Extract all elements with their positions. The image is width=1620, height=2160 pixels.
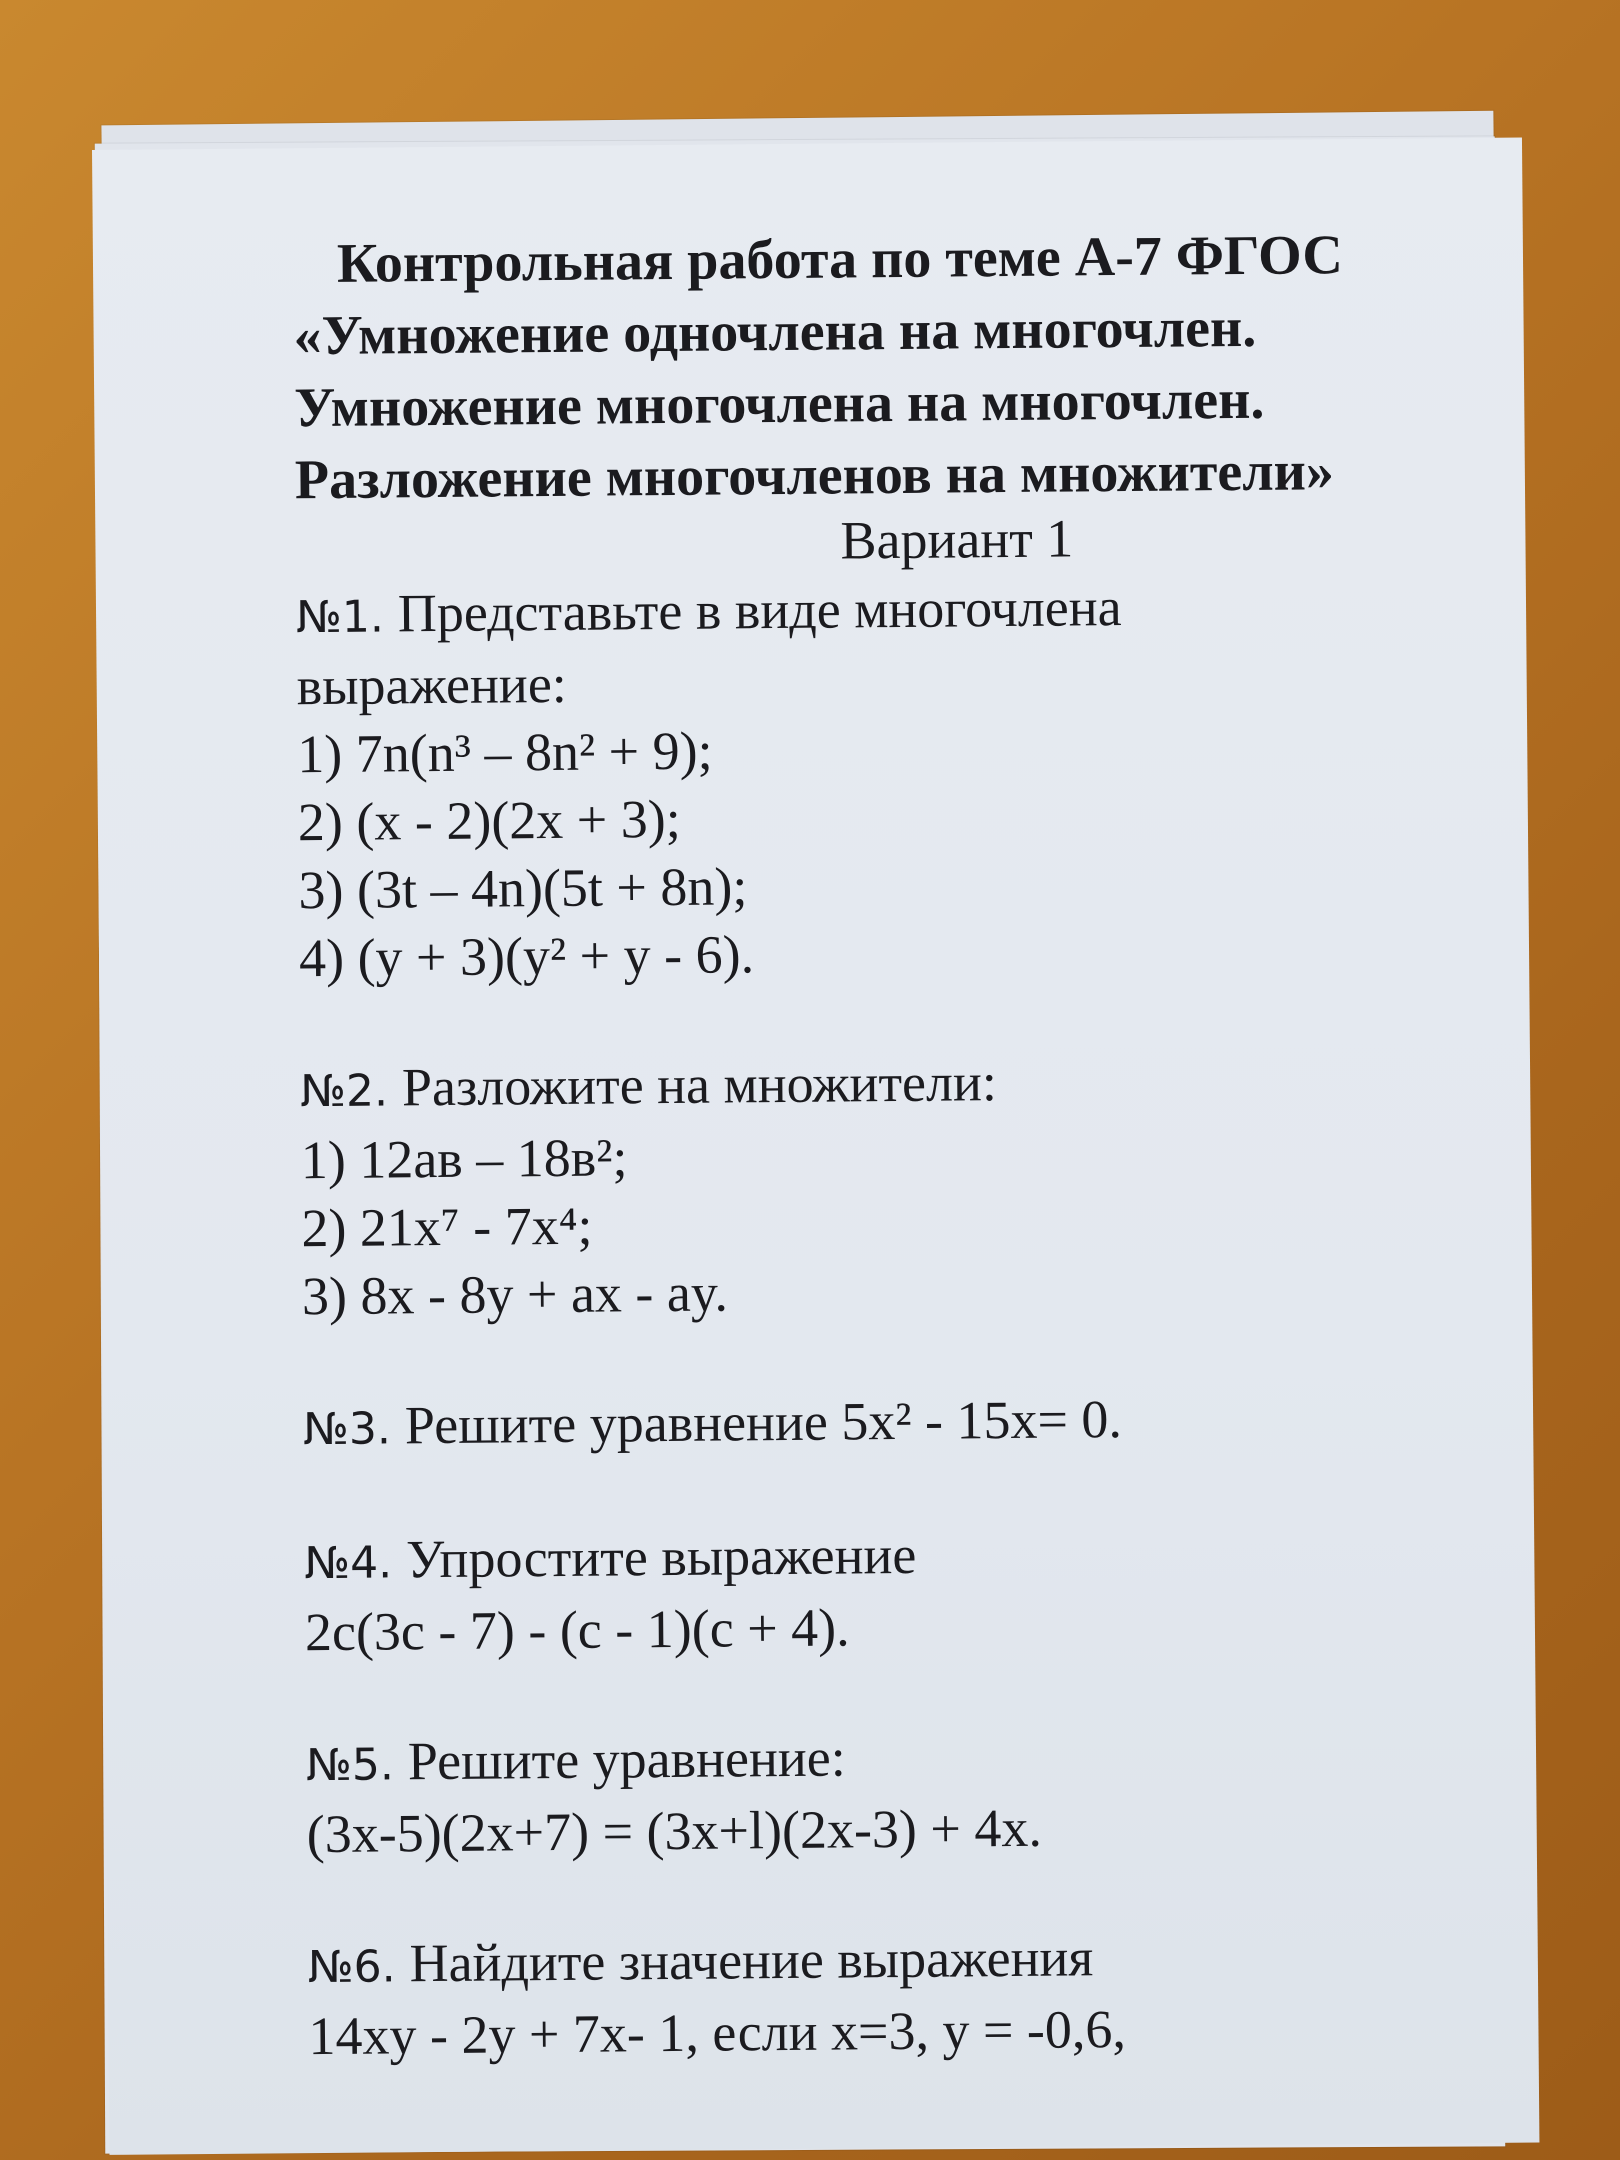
- task-4-number: №4.: [304, 1537, 407, 1590]
- task-4-expression: 2c(3c - 7) - (c - 1)(c + 4).: [304, 1597, 850, 1663]
- title-line-3: Умножение многочлена на многочлен.: [293, 368, 1265, 440]
- task-4: [304, 1516, 1505, 1666]
- task-4-heading: [304, 1516, 1505, 1598]
- task-1-item-1: 1) 7n(n³ – 8n² + 9);: [297, 720, 713, 785]
- task-2-number: №2.: [300, 1065, 403, 1118]
- task-3: [303, 1382, 1504, 1464]
- task-5: [306, 1718, 1507, 1868]
- task-1-text-cont: выражение:: [296, 653, 568, 717]
- task-1-item-3: 3) (3t – 4n)(5t + 8n);: [298, 856, 748, 921]
- task-2-heading: [300, 1044, 1501, 1126]
- sheet-content: [293, 218, 1509, 2070]
- title-line-2: «Умножение одночлена на многочлен.: [293, 296, 1257, 368]
- title-line-1: Контрольная работа по теме А-7 ФГОС: [336, 224, 1344, 295]
- task-4-text: Упростите выражение: [405, 1524, 917, 1590]
- task-1-item-4: 4) (y + 3)(y² + y - 6).: [298, 924, 755, 989]
- test-title: [293, 218, 1495, 516]
- task-3-heading: [303, 1382, 1504, 1464]
- task-1-number: №1.: [295, 591, 399, 644]
- task-2-item-3: 3) 8x - 8y + ax - ay.: [301, 1262, 729, 1327]
- task-6: [308, 1920, 1509, 2070]
- task-3-text: Решите уравнение 5x² - 15x= 0.: [404, 1389, 1123, 1456]
- task-5-heading: [306, 1718, 1507, 1800]
- task-1: [296, 570, 1500, 992]
- task-5-text: Решите уравнение:: [407, 1727, 846, 1792]
- task-1-text: Представьте в виде многочлена: [397, 577, 1122, 644]
- task-6-number: №6.: [307, 1941, 410, 1994]
- task-2-item-2: 2) 21x⁷ - 7x⁴;: [301, 1195, 593, 1259]
- title-line-4: Разложение многочленов на множители»: [294, 440, 1335, 512]
- task-1-heading: [296, 570, 1497, 652]
- task-6-heading: [308, 1920, 1509, 2002]
- variant-label: Вариант 1: [840, 508, 1074, 571]
- task-1-item-2: 2) (x - 2)(2x + 3);: [297, 788, 681, 853]
- task-2-text: Разложите на множители:: [401, 1052, 998, 1118]
- task-5-expression: (3x-5)(2x+7) = (3x+l)(2x-3) + 4x.: [306, 1797, 1043, 1865]
- task-3-number: №3.: [302, 1403, 406, 1456]
- test-sheet: [92, 138, 1539, 2155]
- task-2-item-1: 1) 12ав – 18в²;: [300, 1127, 628, 1191]
- task-6-expression: 14xy - 2y + 7x- 1, если x=3, y = -0,6,: [308, 1999, 1127, 2067]
- task-2: [300, 1044, 1502, 1330]
- task-6-text: Найдите значение выражения: [409, 1927, 1094, 1994]
- task-5-number: №5.: [305, 1739, 409, 1792]
